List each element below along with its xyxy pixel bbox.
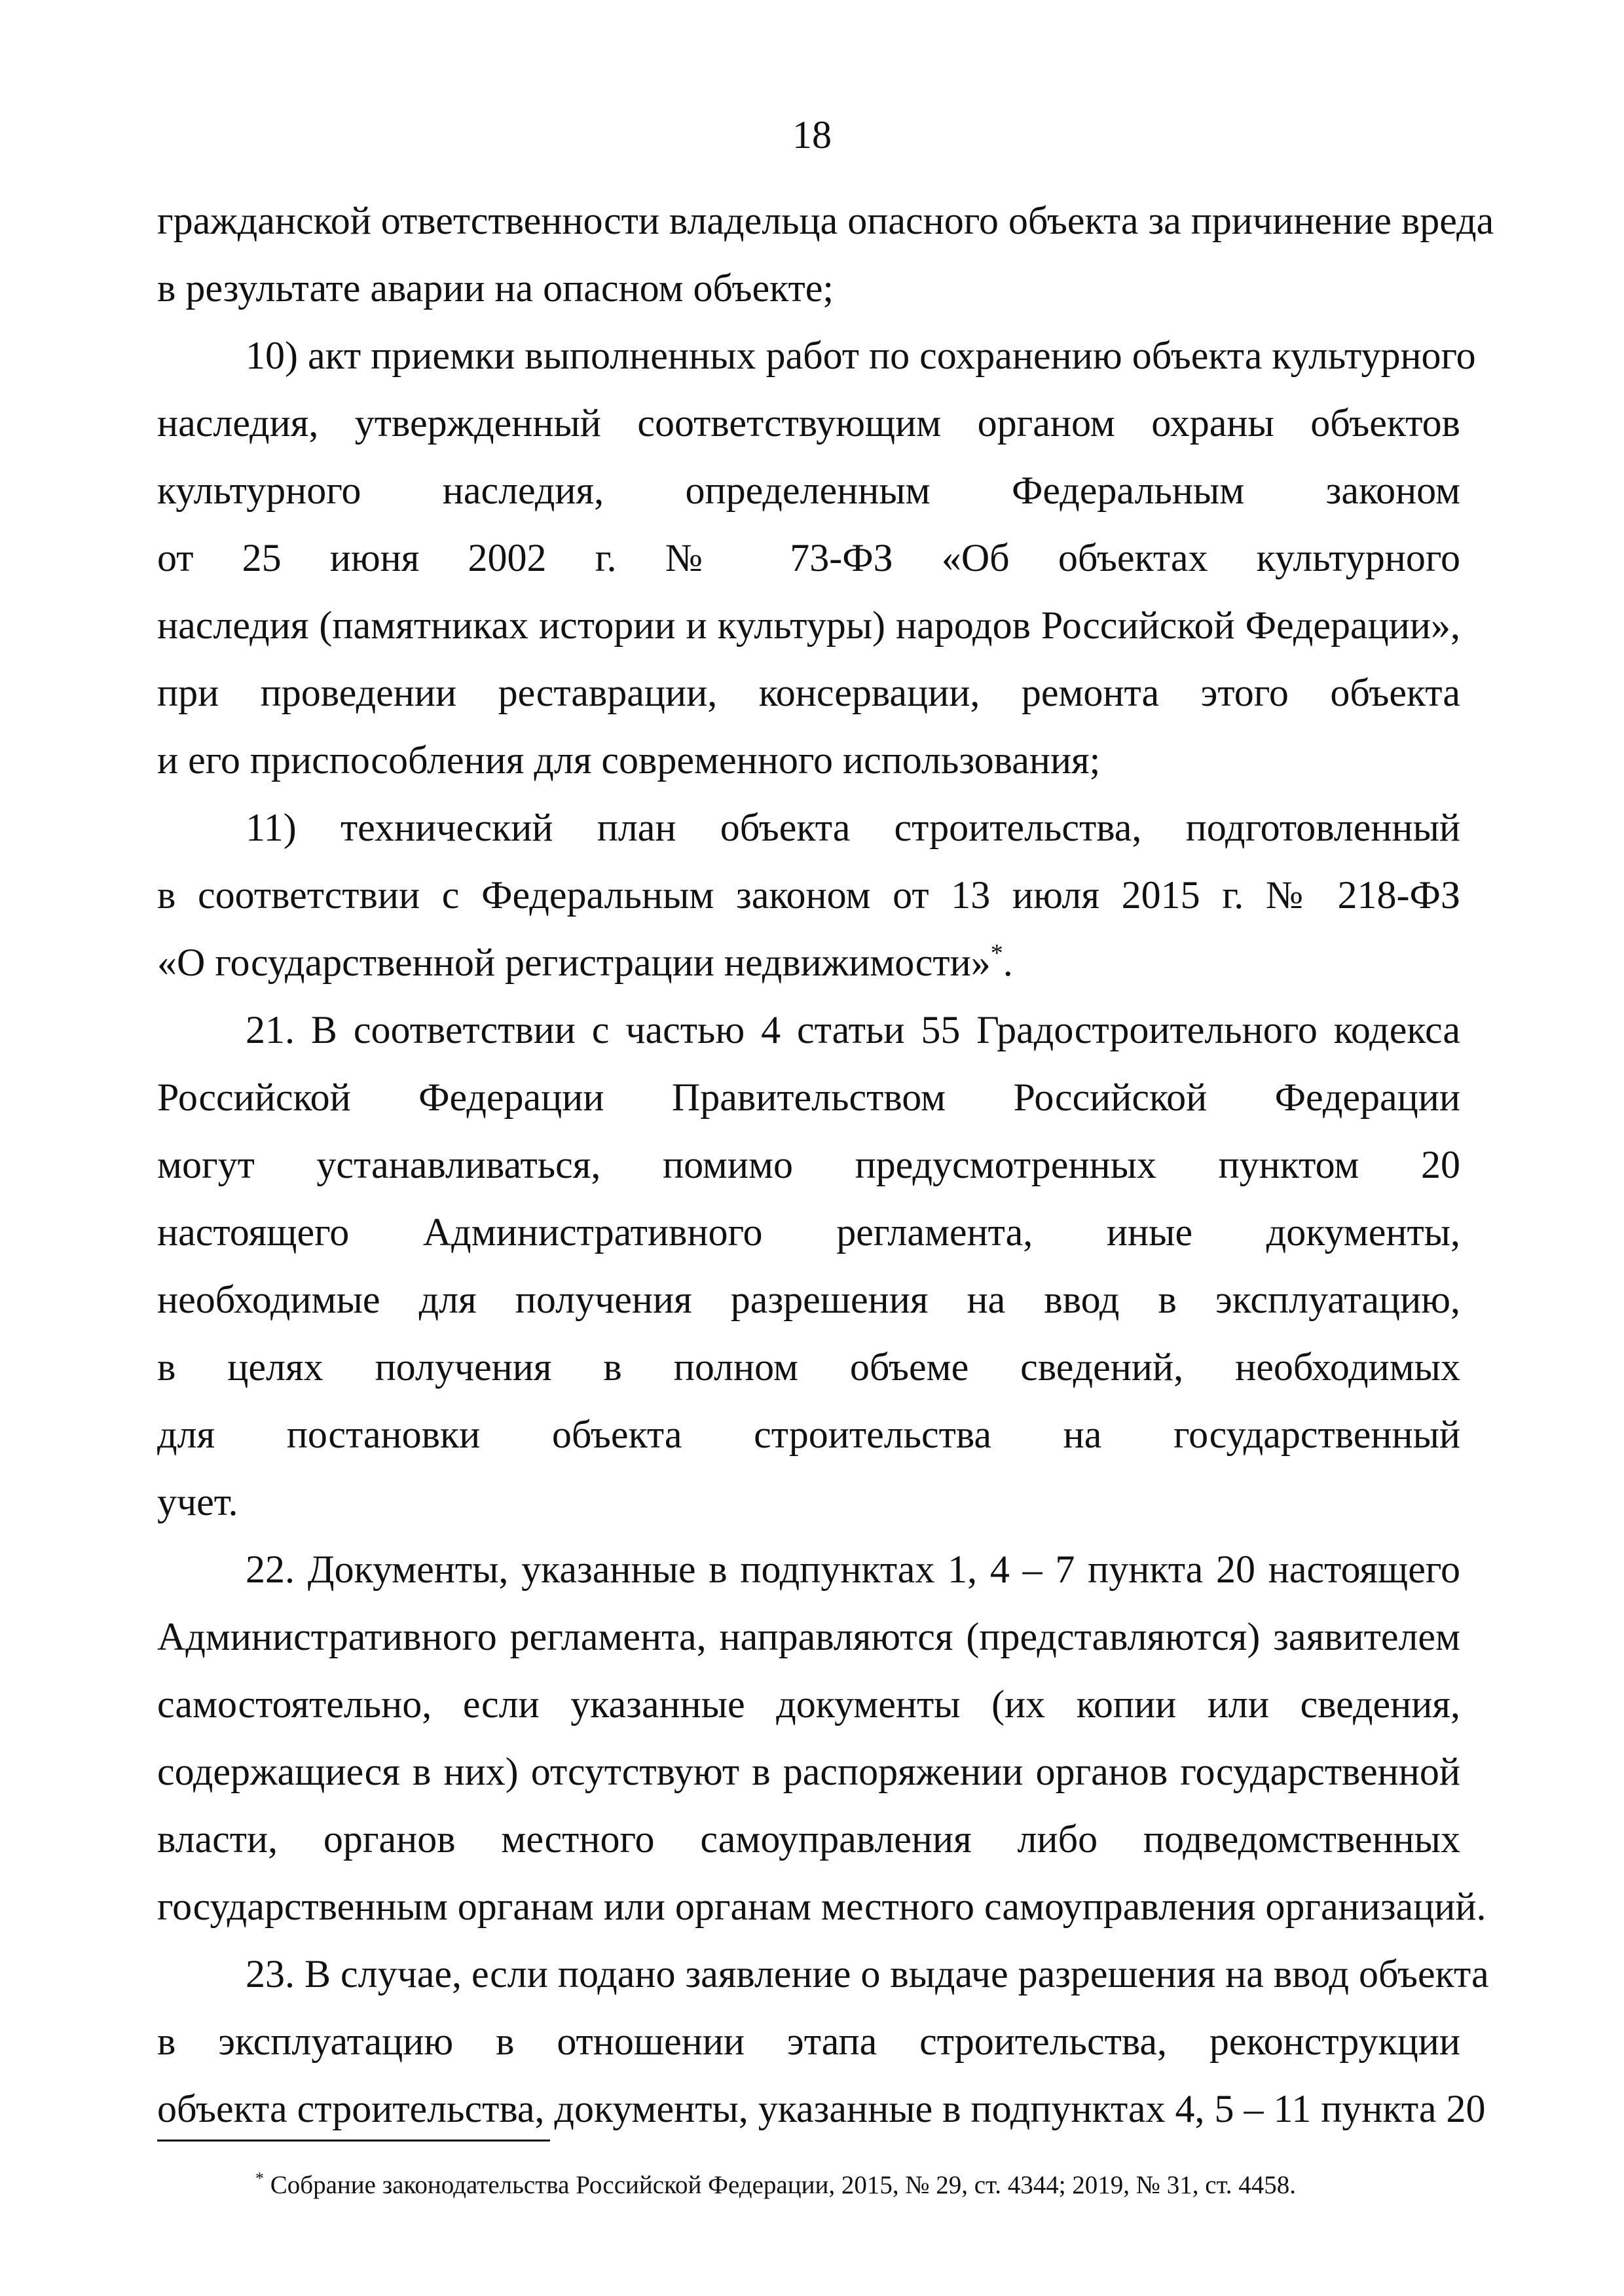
- text-line: 22. Документы, указанные в подпунктах 1, 4 – 7 пункта 20 настоящего: [246, 1548, 1460, 1591]
- text-line-with-footnote-ref: [157, 929, 1460, 996]
- text-line: власти, органов местного самоуправления либо подведомственных: [157, 1817, 1460, 1861]
- text-line: 23. В случае, если подано заявление о выдаче разрешения на ввод объекта: [246, 1952, 1489, 1995]
- footnote-ref-text: «О государственной регистрации недвижимости»: [157, 941, 991, 984]
- footnote-ref-mark: *: [990, 939, 1003, 967]
- text-line: содержащиеся в них) отсутствуют в распоряжении органов государственной: [157, 1750, 1460, 1793]
- text-line: в результате аварии на опасном объекте;: [157, 266, 834, 310]
- footnote-separator: [157, 2140, 550, 2141]
- text-line: в соответствии с Федеральным законом от 13 июля 2015 г. № 218-ФЗ: [157, 873, 1460, 917]
- text-line: настоящего Административного регламента, иные документы,: [157, 1211, 1460, 1254]
- footnote-text: Собрание законодательства Российской Федерации, 2015, № 29, ст. 4344; 2019, № 31, ст. 4458.: [270, 2171, 1296, 2199]
- text-line: государственным органам или органам местного самоуправления организаций.: [157, 1885, 1486, 1928]
- body-text: [157, 187, 1494, 2143]
- text-line: учет.: [157, 1480, 238, 1523]
- text-line: 11) технический план объекта строительства, подготовленный: [246, 806, 1460, 849]
- text-line: в эксплуатацию в отношении этапа строительства, реконструкции: [157, 2020, 1460, 2063]
- page-number: 18: [792, 113, 832, 156]
- text-line: культурного наследия, определенным Федеральным законом: [157, 469, 1460, 512]
- footnote-mark: *: [255, 2169, 264, 2188]
- text-line: и его приспособления для современного использования;: [157, 738, 1101, 782]
- text-line: Российской Федерации Правительством Российской Федерации: [157, 1076, 1460, 1119]
- text-line: гражданской ответственности владельца опасного объекта за причинение вреда: [157, 199, 1494, 242]
- footnote: [255, 2168, 1467, 2202]
- text-line: могут устанавливаться, помимо предусмотренных пунктом 20: [157, 1143, 1460, 1186]
- text-line: 21. В соответствии с частью 4 статьи 55 Градостроительного кодекса: [246, 1008, 1460, 1051]
- text-line: в целях получения в полном объеме сведений, необходимых: [157, 1345, 1460, 1389]
- text-line: Административного регламента, направляются (представляются) заявителем: [157, 1615, 1460, 1658]
- text-line: объекта строительства, документы, указанные в подпунктах 4, 5 – 11 пункта 20: [157, 2087, 1486, 2130]
- text-line: наследия, утвержденный соответствующим органом охраны объектов: [157, 401, 1460, 445]
- text-line: для постановки объекта строительства на государственный: [157, 1413, 1460, 1456]
- text-line: при проведении реставрации, консервации, ремонта этого объекта: [157, 671, 1460, 714]
- line-end-punct: .: [1003, 941, 1013, 984]
- text-line: наследия (памятниках истории и культуры) народов Российской Федерации»,: [157, 604, 1460, 647]
- text-line: самостоятельно, если указанные документы (их копии или сведения,: [157, 1683, 1460, 1726]
- text-line: 10) акт приемки выполненных работ по сохранению объекта культурного: [246, 334, 1476, 377]
- text-line: необходимые для получения разрешения на ввод в эксплуатацию,: [157, 1278, 1460, 1321]
- text-line: от 25 июня 2002 г. № 73-ФЗ «Об объектах культурного: [157, 536, 1460, 579]
